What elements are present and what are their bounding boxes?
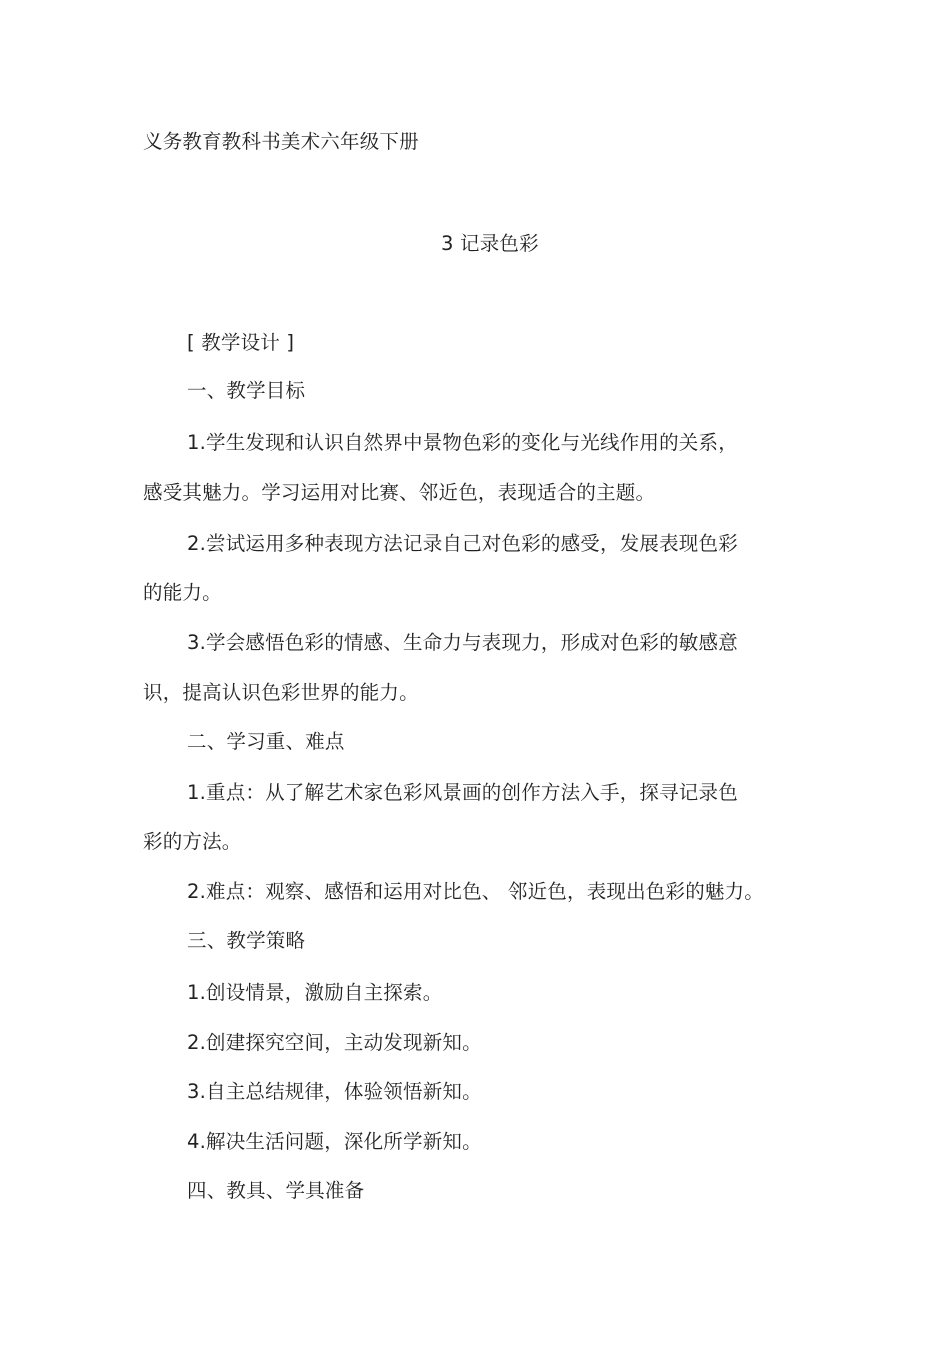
section-label-teaching-design: [ 教学设计 ] xyxy=(187,331,295,354)
list-item: 3.自主总结规律，体验领悟新知。 xyxy=(187,1080,482,1103)
paragraph-line: 感受其魅力。学习运用对比赛、邻近色，表现适合的主题。 xyxy=(143,481,656,504)
paragraph-line: 彩的方法。 xyxy=(143,830,242,853)
paragraph-line: 3.学会感悟色彩的情感、生命力与表现力，形成对色彩的敏感意 xyxy=(187,631,738,654)
paragraph-line: 1.重点：从了解艺术家色彩风景画的创作方法入手，探寻记录色 xyxy=(187,781,738,804)
lesson-title: 3 记录色彩 xyxy=(441,232,539,255)
paragraph-line: 1.学生发现和认识自然界中景物色彩的变化与光线作用的关系， xyxy=(187,431,738,454)
heading-teaching-objectives: 一、教学目标 xyxy=(187,379,306,402)
list-item: 4.解决生活问题，深化所学新知。 xyxy=(187,1130,482,1153)
heading-key-points: 二、学习重、难点 xyxy=(187,730,345,753)
paragraph-line: 2.难点：观察、感悟和运用对比色、 邻近色，表现出色彩的魅力。 xyxy=(187,880,765,903)
list-item: 2.创建探究空间，主动发现新知。 xyxy=(187,1031,482,1054)
book-title: 义务教育教科书美术六年级下册 xyxy=(143,130,419,153)
paragraph-line: 2.尝试运用多种表现方法记录自己对色彩的感受，发展表现色彩 xyxy=(187,532,738,555)
paragraph-line: 的能力。 xyxy=(143,581,222,604)
heading-teaching-strategy: 三、教学策略 xyxy=(187,929,306,952)
list-item: 1.创设情景，激励自主探索。 xyxy=(187,981,443,1004)
paragraph-line: 识，提高认识色彩世界的能力。 xyxy=(143,681,419,704)
heading-materials-preparation: 四、教具、学具准备 xyxy=(187,1179,365,1202)
